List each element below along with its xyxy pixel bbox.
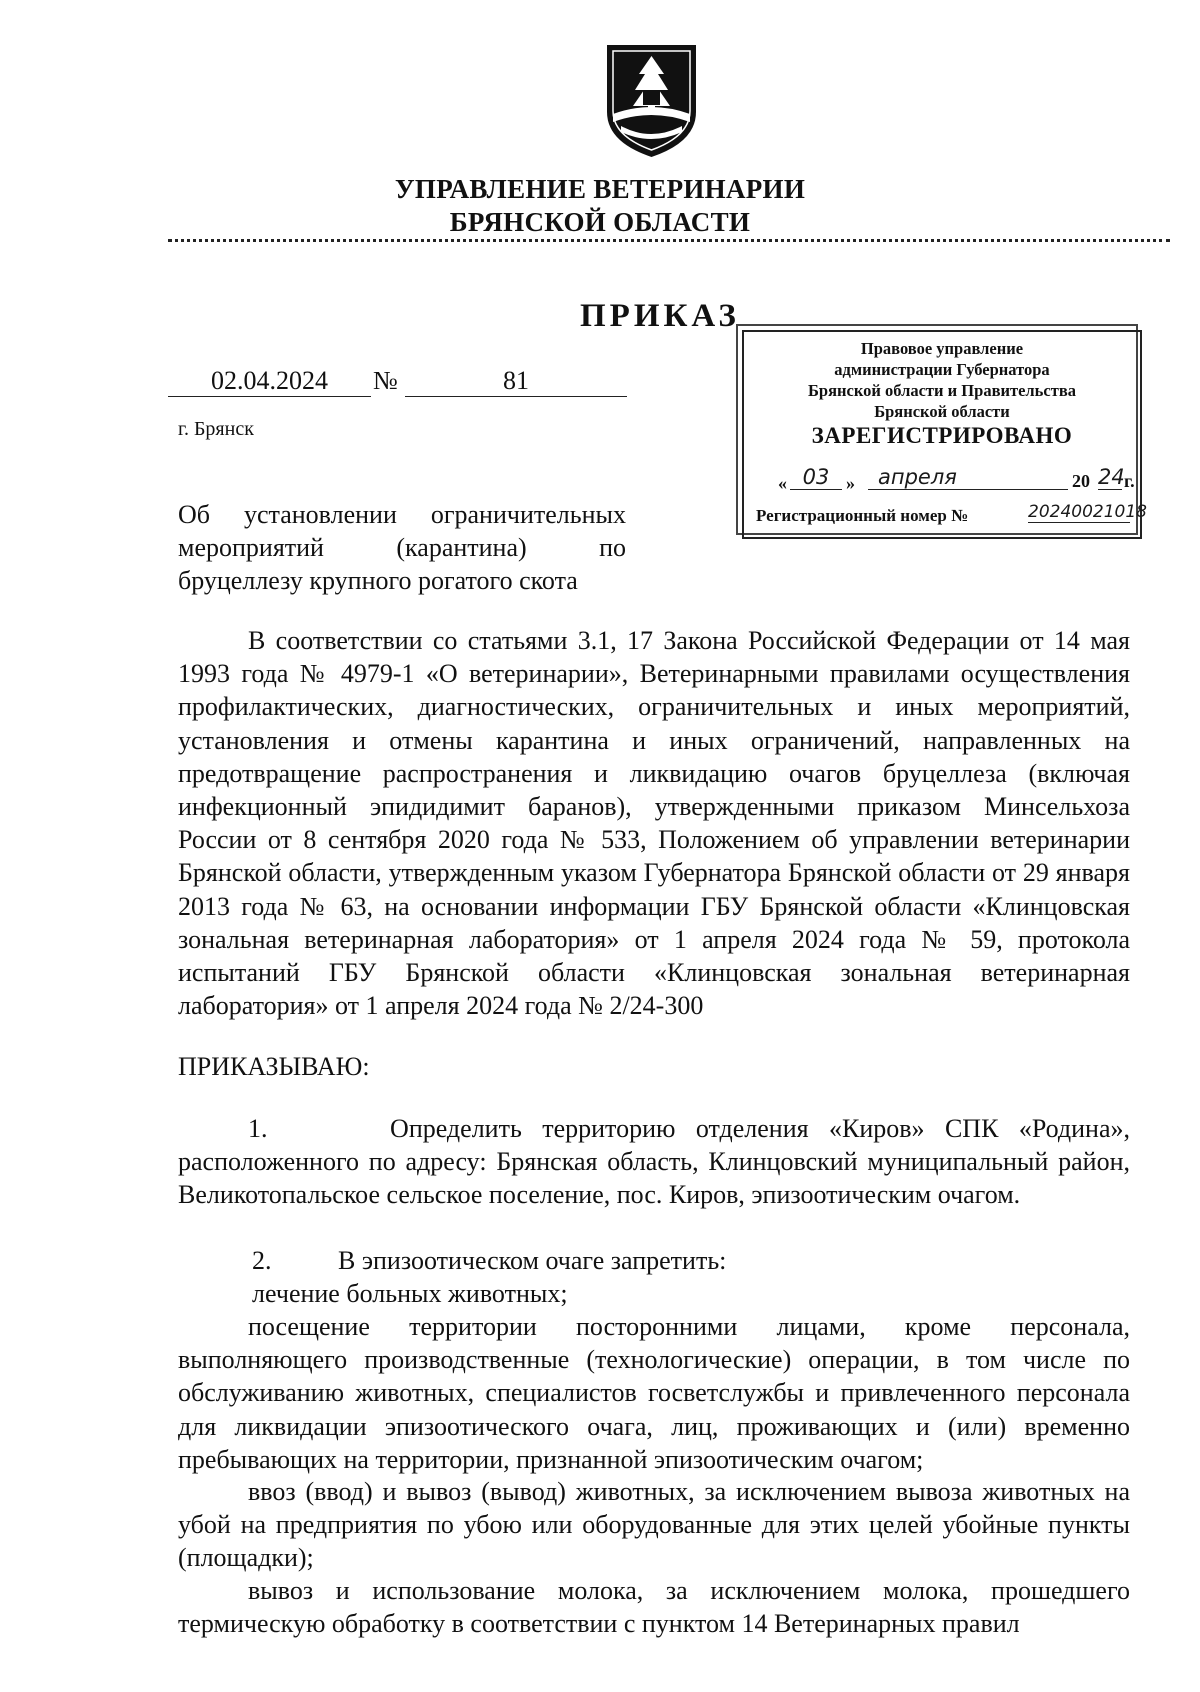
header-dotted-divider	[168, 239, 1170, 242]
prohibition-item-milk: вывоз и использование молока, за исключением молока, прошедшего термическую обработку в соответствии с пунктом 14 Ветеринарных правил	[178, 1576, 1130, 1639]
prohibition-item-treatment: лечение больных животных;	[252, 1279, 568, 1308]
stamp-year-handwritten: 24	[1098, 465, 1125, 489]
document-title: ПРИКАЗ	[580, 298, 740, 334]
stamp-date-line	[758, 465, 1134, 495]
order-directive-word: ПРИКАЗЫВАЮ:	[178, 1052, 370, 1081]
order-item-2-text: В эпизоотическом очаге запретить:	[338, 1246, 727, 1275]
stamp-line1: Правовое управление	[860, 339, 1024, 358]
stamp-registration-number: 20240021018	[1028, 502, 1147, 522]
stamp-quote-close: »	[846, 473, 855, 493]
organization-name-line1: УПРАВЛЕНИЕ ВЕТЕРИНАРИИ	[394, 174, 806, 204]
order-item-1: 1. Определить территорию отделения «Киров» СПК «Родина», расположенного по адресу: Брянская область, Клинцовский муниципальный район, Великотопальское сельское поселение, пос. Киров, эпизоотическим очагом.	[178, 1114, 1130, 1210]
stamp-month-handwritten: апреля	[868, 465, 1068, 490]
prohibition-item-visits: посещение территории посторонними лицами, кроме персонала, выполняющего производственные (технологические) операции, в том числе по обслуживанию животных, специалистов госветслужбы и привлеченного персонала для ликвидации эпизоотического очага, лиц, проживающих и (или) временно пребывающих на территории, признанной эпизоотическим очагом;	[178, 1312, 1130, 1474]
stamp-year-prefix: 20	[1072, 471, 1090, 491]
stamp-registration-label: Регистрационный номер №	[756, 506, 969, 525]
subject-line1: Об установлении ограничительных	[178, 500, 626, 529]
coat-of-arms-emblem	[603, 42, 700, 160]
prohibition-item-animal-movement: ввоз (ввод) и вывоз (вывод) животных, за исключением вывоза животных на убой на предприятия по убою или оборудованные для этих целей убойные пункты (площадки);	[178, 1477, 1130, 1573]
stamp-registration-line	[756, 502, 1147, 532]
stamp-line3: Брянской области и Правительства	[808, 381, 1076, 400]
stamp-line2: администрации Губернатора	[834, 360, 1050, 379]
preamble-paragraph: В соответствии со статьями 3.1, 17 Закона Российской Федерации от 14 мая 1993 года № 4979-1 «О ветеринарии», Ветеринарными правилами осуществления профилактических, диагностических, ограничительных и иных мероприятий, установления и отмены карантина и иных ограничений, направленных на предотвращение распространения и ликвидацию очагов бруцеллеза (включая инфекционный эпидидимит баранов), утвержденными приказом Минсельхоза России от 8 сентября 2020 года № 533, Положением об управлении ветеринарии Брянской области, утвержденным указом Губернатора Брянской области от 29 января 2013 года № 63, на основании информации ГБУ Брянской области «Клинцовская зональная ветеринарная лаборатория» от 1 апреля 2024 года № 59, протокола испытаний ГБУ Брянской области «Клинцовская зональная ветеринарная лаборатория» от 1 апреля 2024 года № 2/24-300	[178, 626, 1130, 1021]
order-city: г. Брянск	[178, 418, 254, 440]
registration-stamp	[742, 330, 1147, 539]
stamp-line4: Брянской области	[874, 402, 1010, 421]
order-number-sign: №	[373, 366, 398, 395]
stamp-quote-open: «	[778, 473, 787, 493]
stamp-registered-label: ЗАРЕГИСТРИРОВАНО	[811, 423, 1073, 448]
stamp-day-handwritten: 03	[790, 465, 842, 490]
subject-line2: мероприятий (карантина) по	[178, 533, 626, 562]
order-item-2-number: 2.	[252, 1246, 272, 1275]
order-date: 02.04.2024	[168, 366, 371, 397]
order-number: 81	[405, 366, 627, 397]
organization-name-line2: БРЯНСКОЙ ОБЛАСТИ	[449, 207, 751, 237]
stamp-year-unit: г.	[1124, 471, 1135, 491]
subject-line3: бруцеллезу крупного рогатого скота	[178, 566, 578, 595]
